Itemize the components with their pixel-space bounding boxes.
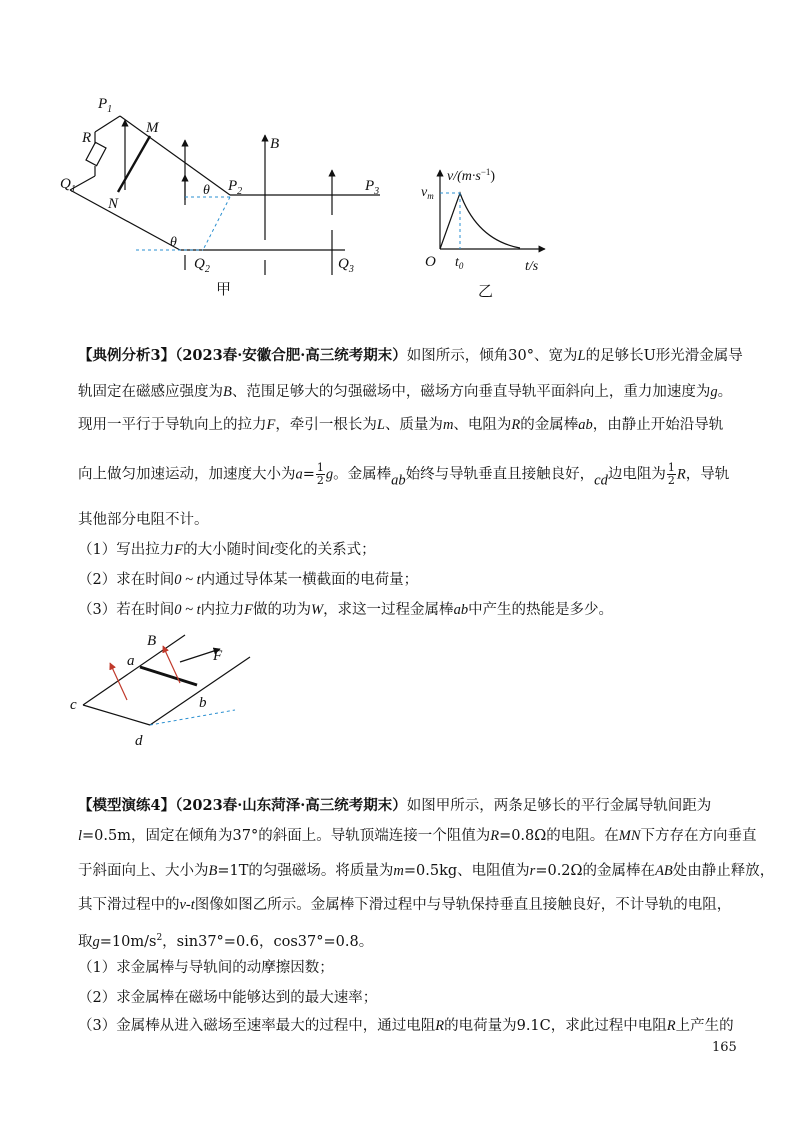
svg-text:a: a — [127, 653, 135, 669]
svg-text:c: c — [70, 697, 77, 713]
p4-line3: 于斜面向上、大小为B=1T的匀强磁场。将质量为m=0.5kg、电阻值为r=0.2Ω的金属棒在AB处由静止释放， — [78, 863, 775, 879]
svg-text:t0: $t_0$ — [455, 255, 464, 271]
p3-line3: 现用一平行于导轨向上的拉力F，牵引一根长为L、质量为m、电阻为R的金属棒ab，由静止开始沿导轨 — [78, 417, 724, 433]
svg-text:Q2: $Q_2$ — [194, 256, 210, 275]
svg-text:Q1: $Q_1$ — [60, 176, 76, 195]
svg-text:M: M — [146, 120, 159, 136]
figure-yi — [415, 160, 565, 310]
svg-text:N: N — [108, 196, 119, 212]
svg-text:P2: $P_2$ — [228, 178, 243, 197]
svg-text:t/s: t/s — [525, 259, 539, 274]
svg-text:O: O — [425, 254, 436, 270]
vt-curve — [440, 193, 520, 249]
svg-text:P3: $P_3$ — [365, 178, 380, 197]
p4-q2: （2）求金属棒在磁场中能够达到的最大速率； — [78, 990, 378, 1006]
p3-line2: 轨固定在磁感应强度为B、范围足够大的匀强磁场中，磁场方向垂直导轨平面斜向上，重力加速度为g。 — [78, 384, 733, 400]
p3-q2: （2）求在时间0 ~ t内通过导体某一横截面的电荷量； — [78, 572, 419, 588]
svg-text:B: B — [147, 633, 157, 649]
p4-line4: 其下滑过程中的v-t图像如图乙所示。金属棒下滑过程中与导轨保持垂直且接触良好，不计导轨的电阻， — [78, 897, 732, 913]
svg-text:P1: $P_1$ — [98, 96, 113, 115]
svg-text:d: d — [135, 733, 143, 749]
p4-line1: 【模型演练4】（2023春·山东菏泽·高三统考期末）如图甲所示，两条足够长的平行金属导轨间距为 — [78, 797, 712, 814]
svg-text:乙: 乙 — [478, 284, 494, 300]
figure-rail — [65, 625, 255, 755]
p3-line5: 其他部分电阻不计。 — [78, 512, 209, 528]
svg-text:F: F — [213, 648, 223, 664]
p4-q3: （3）金属棒从进入磁场至速率最大的过程中，通过电阻R的电荷量为9.1C，求此过程中电阻R上产生的 — [78, 1018, 734, 1034]
p3-q1: （1）写出拉力F的大小随时间t变化的关系式； — [78, 542, 376, 558]
svg-text:B: B — [270, 136, 280, 152]
p4-line2: l=0.5m，固定在倾角为37°的斜面上。导轨顶端连接一个阻值为R=0.8Ω的电阻。在MN下方存在方向垂直 — [78, 828, 757, 844]
svg-text:R: R — [82, 130, 92, 146]
svg-text:b: b — [199, 695, 207, 711]
p4-q1: （1）求金属棒与导轨间的动摩擦因数； — [78, 960, 334, 976]
p3-line1: 【典例分析3】（2023春·安徽合肥·高三统考期末）如图所示，倾角30°、宽为L的足够长U形光滑金属导 — [78, 347, 743, 364]
svg-text:v/(m·s−1): $v/(m\cdot s^{-1})$ — [447, 167, 496, 184]
svg-text:甲: 甲 — [216, 282, 232, 298]
p3-line4: 向上做匀加速运动，加速度大小为a= $\frac{1}{2}$ g。金属棒ab始终与导轨垂直且接触良好，cd边电阻为 $\frac{1}{2}$ R，导轨 — [78, 461, 730, 489]
page-number: 165 — [712, 1040, 737, 1055]
p3-q3: （3）若在时间0 ~ t内拉力F做的功为W，求这一过程金属棒ab中产生的热能是多少。 — [78, 602, 614, 618]
svg-text:θ: θ — [170, 235, 177, 250]
figure-jia — [60, 80, 400, 310]
svg-text:vm: $v_m$ — [421, 185, 434, 201]
svg-text:θ: θ — [203, 183, 210, 198]
p4-line5: 取$g=10m/s^2$，sin37°=0.6，cos37°=0.8。 — [78, 933, 374, 950]
svg-text:Q3: $Q_3$ — [338, 256, 354, 275]
